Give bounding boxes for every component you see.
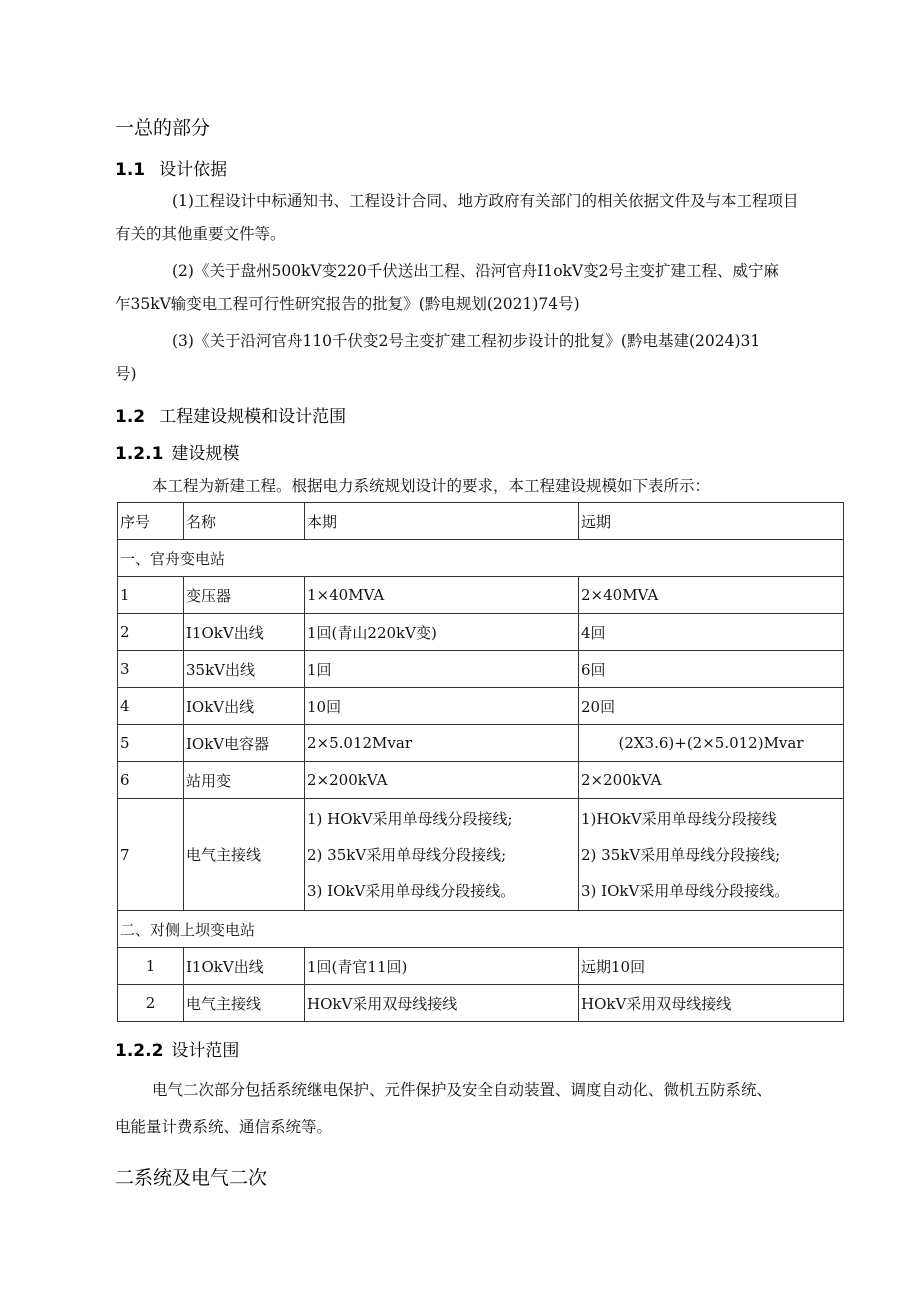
cell-name: IOkV电容器 (184, 725, 305, 762)
cell-current: 10回 (305, 688, 579, 725)
cell-name: 电气主接线 (184, 799, 305, 911)
cell-future: 20回 (579, 688, 844, 725)
table-row (118, 725, 844, 762)
cell-name: 电气主接线 (184, 985, 305, 1022)
cell-no: 4 (118, 688, 184, 725)
cell-current: HOkV采用双母线接线 (305, 985, 579, 1022)
scale-intro: 本工程为新建工程。根据电力系统规划设计的要求，本工程建设规模如下表所示： (152, 477, 711, 495)
cell-current: 1回(青山220kV变) (305, 614, 579, 651)
section-2-title: 二系统及电气二次 (115, 1167, 268, 1189)
cell-future: 2×200kVA (579, 762, 844, 799)
table-row (118, 948, 844, 985)
scope-line-2: 电能量计费系统、通信系统等。 (115, 1118, 333, 1136)
cell-future: (2X3.6)+(2×5.012)Mvar (579, 725, 844, 762)
basis-item-2-line-1: (2)《关于盘州500kV变220千伏送出工程、沿河官舟I1okV变2号主变扩建工程、威宁麻 (172, 262, 779, 280)
cell-name: 站用变 (184, 762, 305, 799)
heading-1-2-1-text: 建设规模 (171, 444, 240, 464)
section-1-title: 一总的部分 (115, 117, 211, 139)
basis-item-1-line-1: (1)工程设计中标通知书、工程设计合同、地方政府有关部门的相关依据文件及与本工程项目 (172, 192, 799, 210)
table-row (118, 688, 844, 725)
heading-1-2-text: 工程建设规模和设计范围 (159, 407, 347, 427)
scale-table (117, 502, 844, 1022)
header-no: 序号 (118, 503, 184, 540)
table-row (118, 577, 844, 614)
header-future: 远期 (579, 503, 844, 540)
group-row (118, 911, 844, 948)
table-row (118, 985, 844, 1022)
basis-item-1-line-2: 有关的其他重要文件等。 (115, 225, 286, 243)
cell-name: IOkV出线 (184, 688, 305, 725)
heading-1-2-2-number: 1.2.2 (115, 1041, 164, 1061)
cell-name: I1OkV出线 (184, 614, 305, 651)
cell-no: 2 (118, 985, 184, 1022)
cell-no: 5 (118, 725, 184, 762)
heading-1-1 (115, 155, 227, 180)
cell-name: 变压器 (184, 577, 305, 614)
heading-1-1-text: 设计依据 (159, 160, 228, 180)
basis-item-3-line-2: 号) (115, 365, 137, 383)
table-row (118, 614, 844, 651)
cell-no: 7 (118, 799, 184, 911)
cell-current-line: 1) HOkV采用单母线分段接线; (307, 809, 513, 828)
header-name: 名称 (184, 503, 305, 540)
cell-future: HOkV采用双母线接线 (579, 985, 844, 1022)
cell-future-line: 2) 35kV采用单母线分段接线; (581, 845, 781, 864)
cell-future-line: 1)HOkV采用单母线分段接线 (581, 809, 777, 828)
group-title: 一、官舟变电站 (118, 540, 844, 577)
scope-line-1: 电气二次部分包括系统继电保护、元件保护及安全自动装置、调度自动化、微机五防系统、 (152, 1081, 773, 1099)
cell-future: 远期10回 (579, 948, 844, 985)
group-row (118, 540, 844, 577)
cell-future: 2×40MVA (579, 577, 844, 614)
cell-future (579, 799, 844, 911)
cell-no: 1 (118, 948, 184, 985)
cell-current (305, 799, 579, 911)
cell-no: 1 (118, 577, 184, 614)
basis-item-2-line-2: 乍35kV输变电工程可行性研究报告的批复》(黔电规划(2021)74号) (115, 295, 580, 313)
group-title: 二、对侧上坝变电站 (118, 911, 844, 948)
heading-1-2-2 (115, 1036, 239, 1061)
cell-current: 1回(青官11回) (305, 948, 579, 985)
cell-name: I1OkV出线 (184, 948, 305, 985)
heading-1-1-number: 1.1 (115, 160, 146, 180)
heading-1-2-number: 1.2 (115, 407, 146, 427)
table-header-row (118, 503, 844, 540)
cell-future: 6回 (579, 651, 844, 688)
heading-1-2-1-number: 1.2.1 (115, 444, 164, 464)
heading-1-2-1 (115, 439, 239, 464)
table-row (118, 651, 844, 688)
cell-no: 2 (118, 614, 184, 651)
cell-current: 2×200kVA (305, 762, 579, 799)
cell-future: 4回 (579, 614, 844, 651)
heading-1-2-2-text: 设计范围 (171, 1041, 240, 1061)
cell-no: 6 (118, 762, 184, 799)
cell-current: 1回 (305, 651, 579, 688)
heading-1-2 (115, 402, 346, 427)
table-row (118, 762, 844, 799)
cell-current: 2×5.012Mvar (305, 725, 579, 762)
header-current: 本期 (305, 503, 579, 540)
cell-name: 35kV出线 (184, 651, 305, 688)
cell-current-line: 2) 35kV采用单母线分段接线; (307, 845, 507, 864)
basis-item-3-line-1: (3)《关于沿河官舟110千伏变2号主变扩建工程初步设计的批复》(黔电基建(2024)31 (172, 332, 761, 350)
cell-no: 3 (118, 651, 184, 688)
cell-future-line: 3) IOkV采用单母线分段接线。 (581, 881, 790, 900)
cell-current: 1×40MVA (305, 577, 579, 614)
cell-current-line: 3) IOkV采用单母线分段接线。 (307, 881, 516, 900)
table-row (118, 799, 844, 911)
